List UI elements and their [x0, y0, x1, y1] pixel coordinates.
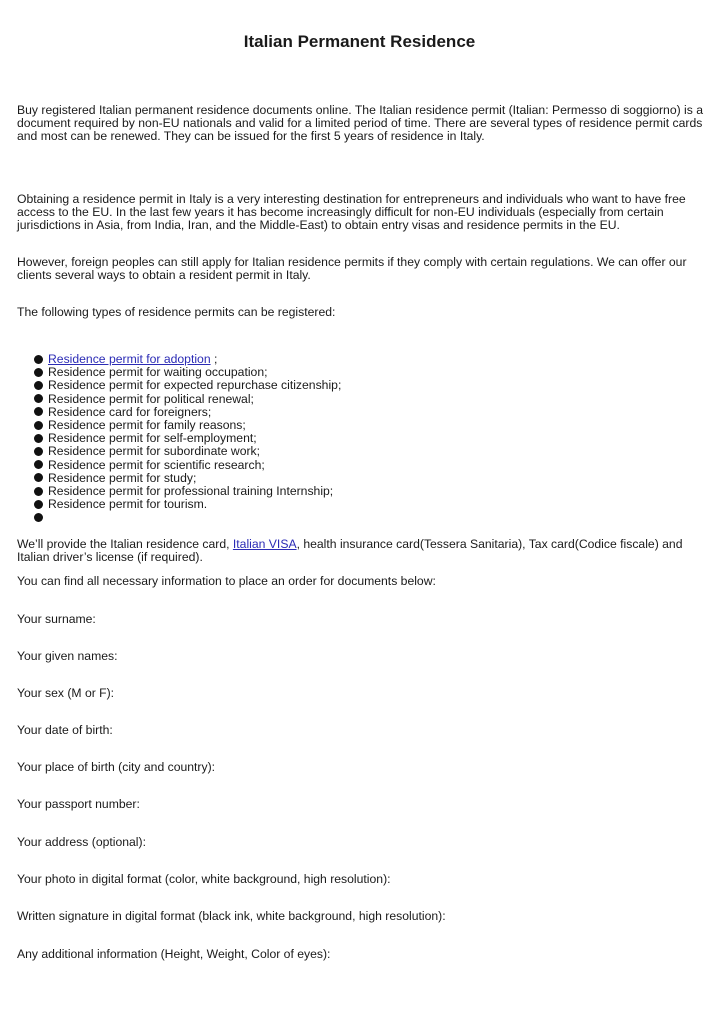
intro-paragraph: Buy registered Italian permanent residence documents online. The Italian residence permit (Italian: Permesso di soggiorno) is a document required by non-EU nationals and valid for a limited period of time. There are several types of residence permit cards and most can be renewed. They can be issued for the first 5 years of residence in Italy. [17, 103, 704, 144]
list-item-label: Residence permit for waiting occupation; [48, 365, 268, 380]
list-item [34, 498, 341, 511]
bullet-icon [34, 487, 43, 496]
list-item-label: Residence permit for tourism. [48, 497, 208, 512]
eu-access-paragraph: Obtaining a residence permit in Italy is a very interesting destination for entrepreneurs and individuals who want to have free access to the EU. In the last few years it has become increasingly difficult for non-EU individuals (especially from certain jurisdictions in Asia, from India, Iran, and the Middle-East) to obtain entry visas and residence permits in the EU. [17, 192, 686, 233]
bullet-icon [34, 460, 43, 469]
field-place-of-birth-label: Your place of birth (city and country): [17, 760, 216, 774]
list-item-label: Residence permit for professional training Internship; [48, 484, 334, 499]
list-item-suffix: ; [210, 352, 218, 366]
field-signature-label: Written signature in digital format (black ink, white background, high resolution): [17, 909, 446, 923]
foreign-peoples-paragraph: However, foreign peoples can still apply for Italian residence permits if they comply with certain regulations. We can offer our clients several ways to obtain a resident permit in Italy. [17, 255, 687, 283]
list-item-empty [34, 511, 341, 524]
list-item-label: Residence permit for political renewal; [48, 391, 254, 406]
permit-types-list [34, 353, 341, 525]
field-photo-label: Your photo in digital format (color, white background, high resolution): [17, 872, 391, 886]
field-additional-info-label: Any additional information (Height, Weight, Color of eyes): [17, 947, 331, 961]
bullet-icon [34, 513, 43, 522]
bullet-icon [34, 381, 43, 390]
provide-text-after: , health insurance card(Tessera Sanitaria), Tax card(Codice fiscale) and Italian driver’s license (if required). [17, 537, 683, 565]
list-item-label: Residence permit for family reasons; [48, 418, 246, 433]
field-address-label: Your address (optional): [17, 835, 146, 849]
list-item-label: Residence permit for scientific research; [48, 457, 265, 472]
bullet-icon [34, 394, 43, 403]
field-passport-number-label: Your passport number: [17, 797, 140, 811]
bullet-icon [34, 500, 43, 509]
provide-paragraph [17, 538, 707, 564]
list-item-label: Residence permit for study; [48, 470, 197, 485]
italian-visa-link[interactable]: Italian VISA [232, 537, 297, 551]
order-intro-paragraph: You can find all necessary information to place an order for documents below: [17, 574, 436, 588]
page-title: Italian Permanent Residence [243, 32, 476, 51]
list-item-label: Residence permit for self-employment; [48, 431, 257, 446]
provide-text-before: We’ll provide the Italian residence card, [17, 537, 233, 551]
list-item-label: Residence permit for subordinate work; [48, 444, 261, 459]
bullet-icon [34, 473, 43, 482]
list-item-label: Residence permit for expected repurchase citizenship; [48, 378, 342, 393]
field-date-of-birth-label: Your date of birth: [17, 723, 113, 737]
bullet-icon [34, 355, 43, 364]
bullet-icon [34, 447, 43, 456]
bullet-icon [34, 434, 43, 443]
field-surname-label: Your surname: [17, 612, 96, 626]
list-item-label: Residence card for foreigners; [48, 404, 212, 419]
field-given-names-label: Your given names: [17, 649, 118, 663]
bullet-icon [34, 368, 43, 377]
bullet-icon [34, 421, 43, 430]
adoption-permit-link[interactable]: Residence permit for adoption [48, 352, 211, 366]
field-sex-label: Your sex (M or F): [17, 686, 115, 700]
bullet-icon [34, 407, 43, 416]
permit-types-intro: The following types of residence permits can be registered: [17, 305, 336, 319]
